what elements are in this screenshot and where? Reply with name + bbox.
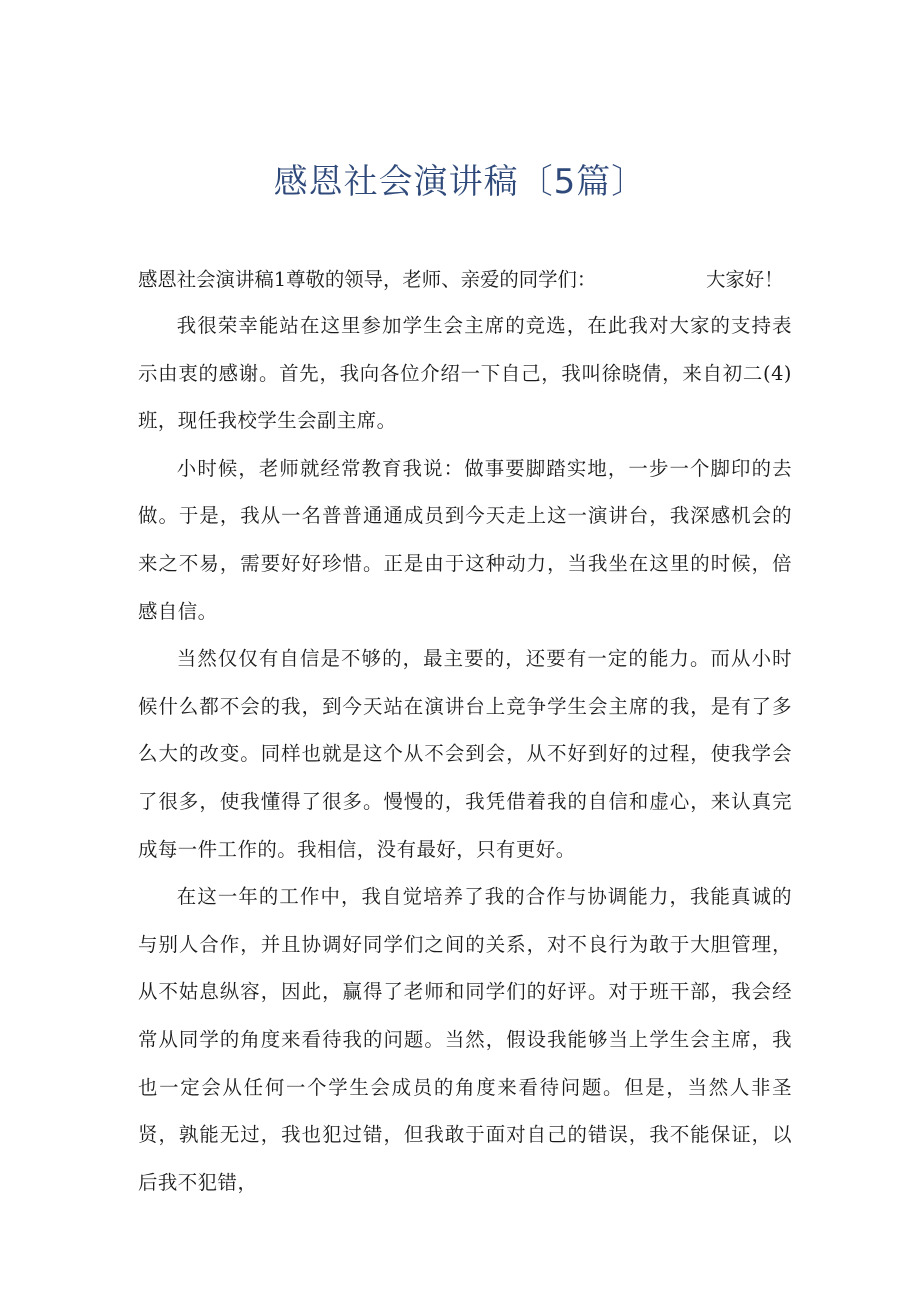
paragraph: 小时候，老师就经常教育我说：做事要脚踏实地，一步一个脚印的去做。于是，我从一名普普通通成员到今天走上这一演讲台，我深感机会的来之不易，需要好好珍惜。正是由于这种动力，当我坐在这里的时候，倍感自信。 [138, 456, 792, 623]
paragraph: 我很荣幸能站在这里参加学生会主席的竞选，在此我对大家的支持表示由衷的感谢。首先，我向各位介绍一下自己，我叫徐晓倩，来自初二(4)班，现任我校学生会副主席。 [138, 314, 792, 433]
document-title: 感恩社会演讲稿〔5篇〕 [273, 162, 647, 202]
intro-line [138, 258, 792, 302]
intro-text: 感恩社会演讲稿1尊敬的领导，老师、亲爱的同学们： [138, 268, 597, 291]
greeting-text: 大家好！ [706, 268, 784, 291]
paragraph: 在这一年的工作中，我自觉培养了我的合作与协调能力，我能真诚的与别人合作，并且协调好同学们之间的关系，对不良行为敢于大胆管理，从不姑息纵容，因此，赢得了老师和同学们的好评。对于班干部，我会经常从同学的角度来看待我的问题。当然，假设我能够当上学生会主席，我也一定会从任何一个学生会成员的角度来看待问题。但是，当然人非圣贤，孰能无过，我也犯过错，但我敢于面对自己的错误，我不能保证，以后我不犯错， [138, 885, 792, 1194]
paragraph: 当然仅仅有自信是不够的，最主要的，还要有一定的能力。而从小时候什么都不会的我，到今天站在演讲台上竞争学生会主席的我，是有了多么大的改变。同样也就是这个从不会到会，从不好到好的过程，使我学会了很多，使我懂得了很多。慢慢的，我凭借着我的自信和虚心，来认真完成每一件工作的。我相信，没有最好，只有更好。 [138, 647, 792, 861]
document-body [138, 258, 792, 1206]
